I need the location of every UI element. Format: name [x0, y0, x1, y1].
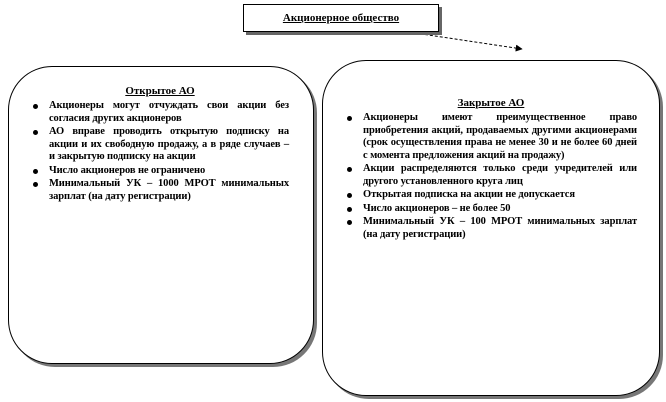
- open-jsc-node: [8, 66, 314, 364]
- list-item: Акционеры могут отчуждать свои акции без согласия других акционеров: [31, 100, 289, 125]
- list-item: Минимальный УК – 1000 МРОТ минимальных зарплат (на дату регистрации): [31, 178, 289, 203]
- open-jsc-list: [31, 100, 289, 203]
- closed-jsc-list: [345, 112, 637, 241]
- closed-jsc-title: Закрытое АО: [457, 97, 525, 109]
- list-item: АО вправе проводить открытую подписку на акции и их свободную продажу, а в ряде случаев – и закрытую подписку на акции: [31, 126, 289, 164]
- list-item: Акции распределяются только среди учредителей или другого установленного круга лиц: [345, 163, 637, 188]
- list-item: Число акционеров не ограничено: [31, 165, 289, 178]
- arrow-to-closed-jsc: [415, 33, 522, 49]
- list-item: Открытая подписка на акции не допускается: [345, 189, 637, 202]
- open-jsc-title: Открытое АО: [125, 85, 195, 97]
- root-node-title: Акционерное общество: [282, 12, 400, 24]
- closed-jsc-node: [322, 60, 660, 396]
- root-node: [243, 4, 439, 32]
- list-item: Число акционеров – не более 50: [345, 203, 637, 216]
- list-item: Акционеры имеют преимущественное право приобретения акций, продаваемых другими акционерами (срок осуществления права не менее 30 и не более 60 дней с момента предложения акций на продажу): [345, 112, 637, 162]
- list-item: Минимальный УК – 100 МРОТ минимальных зарплат (на дату регистрации): [345, 216, 637, 241]
